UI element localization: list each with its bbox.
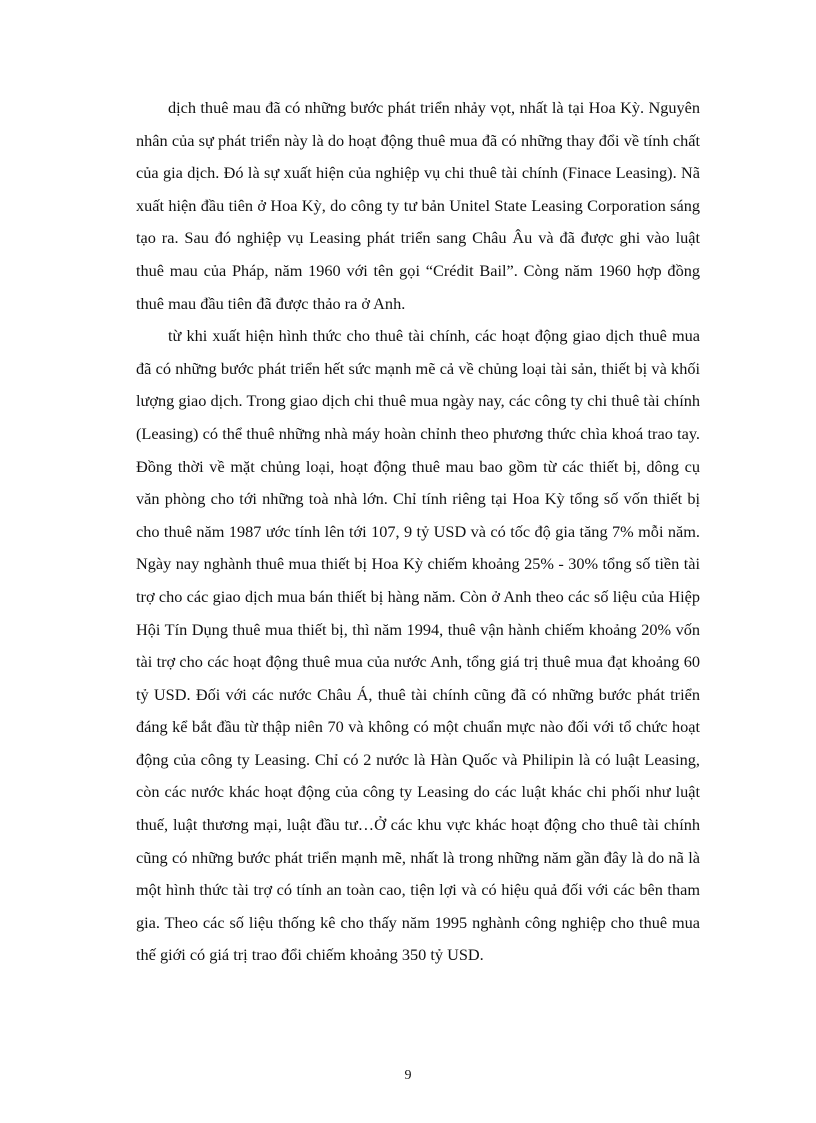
paragraph-1: dịch thuê mau đã có những bước phát triển nhảy vọt, nhất là tại Hoa Kỳ. Nguyên nhân của sự phát triển này là do hoạt động thuê mua đã có những thay đổi về tính chất của gia dịch. Đó là sự xuất hiện của nghiệp vụ chi thuê tài chính (Finace Leasing). Nã xuất hiện đầu tiên ở Hoa Kỳ, do công ty tư bản Unitel State Leasing Corporation sáng tạo ra. Sau đó nghiệp vụ Leasing phát triển sang Châu Âu và đã được ghi vào luật thuê mau của Pháp, năm 1960 với tên gọi “Crédit Bail”. Còng năm 1960 hợp đồng thuê mau đầu tiên đã được thảo ra ở Anh.: [136, 98, 700, 313]
page-number: 9: [404, 1068, 412, 1083]
paragraph-2: từ khi xuất hiện hình thức cho thuê tài chính, các hoạt động giao dịch thuê mua đã có những bước phát triển hết sức mạnh mẽ cả về chủng loại tài sản, thiết bị và khối lượng giao dịch. Trong giao dịch chi thuê mua ngày nay, các công ty chi thuê tài chính (Leasing) có thể thuê những nhà máy hoàn chỉnh theo phương thức chìa khoá trao tay. Đồng thời về mặt chủng loại, hoạt động thuê mau bao gồm từ các thiết bị, dông cụ văn phòng cho tới những toà nhà lớn. Chỉ tính riêng tại Hoa Kỳ tổng số vốn thiết bị cho thuê năm 1987 ước tính lên tới 107, 9 tỷ USD và có tốc độ gia tăng 7% mỗi năm. Ngày nay nghành thuê mua thiết bị Hoa Kỳ chiếm khoảng 25% - 30% tổng số tiền tài trợ cho các giao dịch mua bán thiết bị hàng năm. Còn ở Anh theo các số liệu của Hiệp Hội Tín Dụng thuê mua thiết bị, thì năm 1994, thuê vận hành chiếm khoảng 20% vốn tài trợ cho các hoạt động thuê mua của nước Anh, tổng giá trị thuê mua đạt khoảng 60 tỷ USD. Đối với các nước Châu Á, thuê tài chính cũng đã có những bước phát triển đáng kể bắt đầu từ thập niên 70 và không có một chuẩn mực nào đối với tổ chức hoạt động của công ty Leasing. Chỉ có 2 nước là Hàn Quốc và Philipin là có luật Leasing, còn các nước khác hoạt động của công ty Leasing do các luật khác chi phối như luật thuế, luật thương mại, luật đầu tư…Ở các khu vực khác hoạt động cho thuê tài chính cũng có những bước phát triển mạnh mẽ, nhất là trong những năm gần đây là do nã là một hình thức tài trợ có tính an toàn cao, tiện lợi và có hiệu quả đối với các bên tham gia. Theo các số liệu thống kê cho thấy năm 1995 nghành công nghiệp cho thuê mua thế giới có giá trị trao đổi chiếm khoảng 350 tỷ USD.: [136, 326, 700, 965]
body-text: [136, 92, 700, 972]
